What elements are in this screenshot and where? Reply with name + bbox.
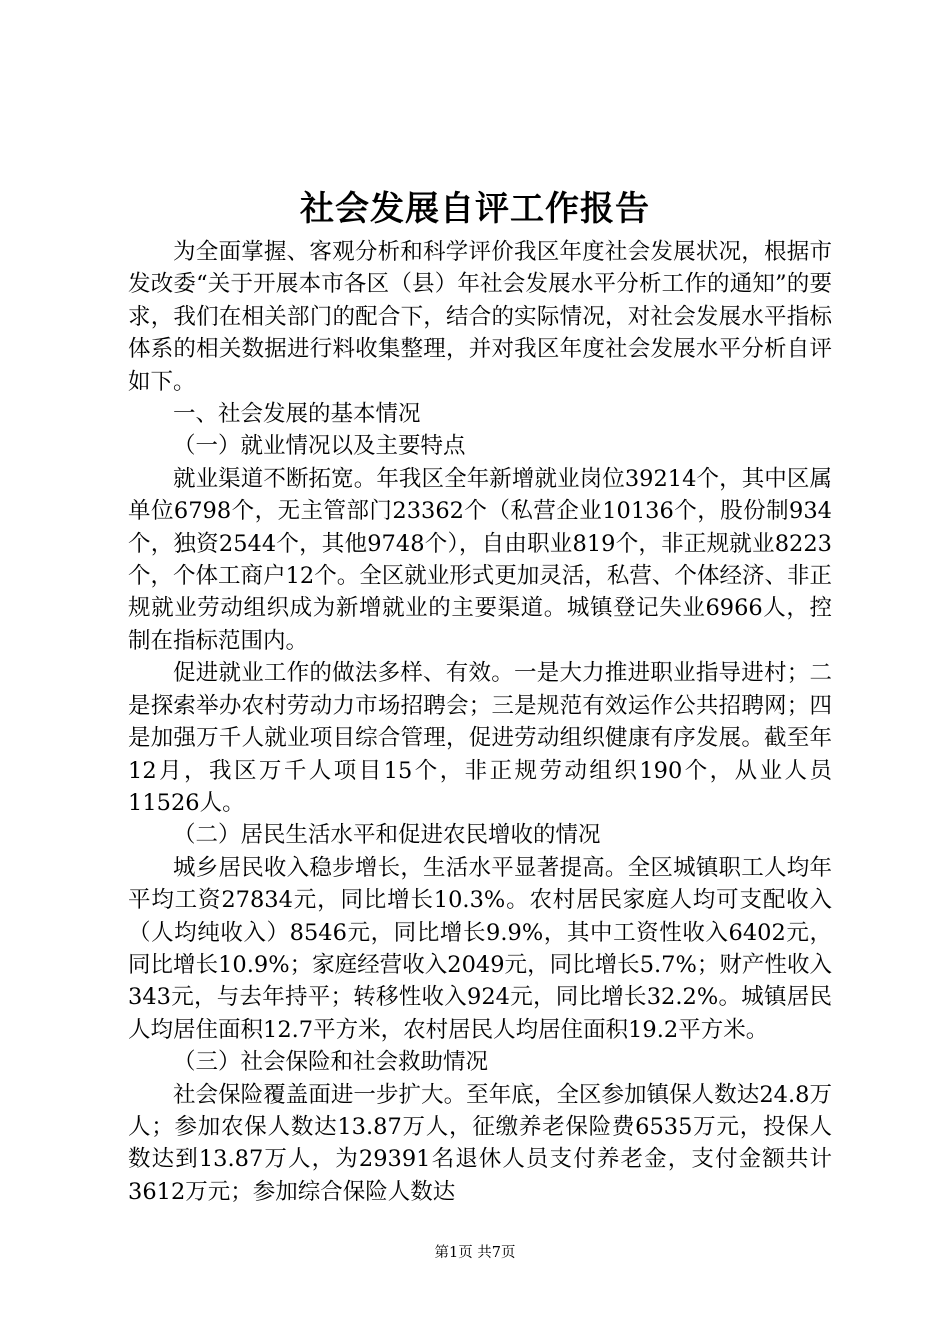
subsection-heading-employment: （一）就业情况以及主要特点	[173, 433, 466, 460]
paragraph-income-growth: 城乡居民收入稳步增长，生活水平显著提高。全区城镇职工人均年平均工资27834元，同比增长10.3%。农村居民家庭人均可支配收入（人均纯收入）8546元，同比增长9.9%，其中工资性收入6402元，同比增长10.9%；家庭经营收入2049元，同比增长5.7%；财产性收入343元，与去年持平；转移性收入924元，同比增长32.2%。城镇居民人均居住面积12.7平方米，农村居民人均居住面积19.2平方米。	[128, 854, 832, 1043]
document-title: 社会发展自评工作报告	[300, 189, 650, 229]
paragraph-social-insurance: 社会保险覆盖面进一步扩大。至年底，全区参加镇保人数达24.8万人；参加农保人数达13.87万人，征缴养老保险费6535万元，投保人数达到13.87万人，为29391名退休人员支付养老金，支付金额共计3612万元；参加综合保险人数达	[128, 1081, 832, 1205]
section-heading: 一、社会发展的基本情况	[173, 401, 421, 428]
intro-paragraph: 为全面掌握、客观分析和科学评价我区年度社会发展状况，根据市发改委“关于开展本市各区（县）年社会发展水平分析工作的通知”的要求，我们在相关部门的配合下，结合的实际情况，对社会发展水平指标体系的相关数据进行料收集整理，并对我区年度社会发展水平分析自评如下。	[128, 239, 832, 395]
document-body	[128, 236, 832, 1208]
subsection-heading-social-insurance: （三）社会保险和社会救助情况	[173, 1049, 489, 1076]
paragraph-employment-measures: 促进就业工作的做法多样、有效。一是大力推进职业指导进村；二是探索举办农村劳动力市场招聘会；三是规范有效运作公共招聘网；四是加强万千人就业项目综合管理，促进劳动组织健康有序发展。截至年12月，我区万千人项目15个，非正规劳动组织190个，从业人员11526人。	[128, 660, 832, 816]
subsection-heading-living-standards: （二）居民生活水平和促进农民增收的情况	[173, 822, 601, 849]
page-footer: 第1页 共7页	[434, 1245, 516, 1261]
paragraph-employment-channels: 就业渠道不断拓宽。年我区全年新增就业岗位39214个，其中区属单位6798个，无主管部门23362个（私营企业10136个，股份制934个，独资2544个，其他9748个），自由职业819个，非正规就业8223个，个体工商户12个。全区就业形式更加灵活，私营、个体经济、非正规就业劳动组织成为新增就业的主要渠道。城镇登记失业6966人，控制在指标范围内。	[128, 465, 832, 654]
